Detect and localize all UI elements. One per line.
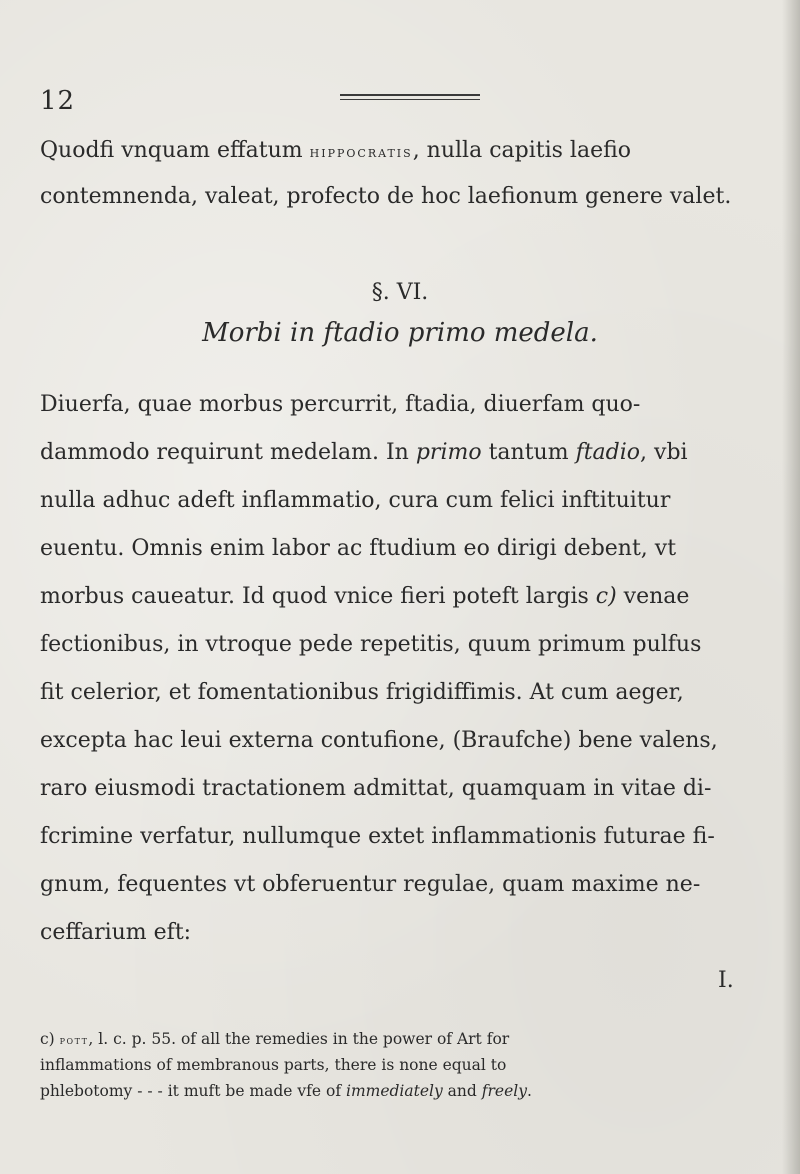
page-number: 12 [40, 86, 76, 116]
text-line: euentu. Omnis enim labor ac ftudium eo dirigi debent, vt [40, 536, 677, 561]
text-line: fectionibus, in vtroque pede repetitis, quum primum pulfus [40, 632, 702, 657]
text-line: morbus caueatur. Id quod vnice fieri poteft largis c) venae [40, 584, 690, 609]
footnote-line: inflammations of membranous parts, there is none equal to [40, 1056, 507, 1074]
section-title: Morbi in ftadio primo medela. [202, 318, 598, 348]
text-line: Diuerfa, quae morbus percurrit, ftadia, diuerfam quo- [40, 392, 641, 417]
footnote-author: pott [59, 1033, 89, 1047]
text-line: dammodo requirunt medelam. In primo tantum ftadio, vbi [40, 440, 688, 465]
author-name: hippocratis [309, 143, 413, 161]
text-line: Quodfi vnquam effatum hippocratis, nulla capitis laefio [40, 138, 632, 163]
text-line: ceffarium eft: [40, 920, 192, 945]
text-line: contemnenda, valeat, profecto de hoc laefionum genere valet. [40, 184, 732, 209]
footnote-line: c) pott, l. c. p. 55. of all the remedies in the power of Art for [40, 1030, 510, 1048]
text-line: raro eiusmodi tractationem admittat, quamquam in vitae di- [40, 776, 712, 801]
text-line: gnum, fequentes vt obferuentur regulae, quam maxime ne- [40, 872, 701, 897]
footnote-line: phlebotomy - - - it muft be made vfe of immediately and freely. [40, 1082, 532, 1100]
catchword: I. [718, 968, 734, 993]
page-edge-shadow [782, 0, 800, 1174]
text-line: excepta hac leui externa contufione, (Braufche) bene valens, [40, 728, 718, 753]
section-number: §. VI. [371, 280, 429, 305]
header-rule [340, 94, 480, 104]
text-line: fcrimine verfatur, nullumque extet inflammationis futurae fi- [40, 824, 715, 849]
text-line: nulla adhuc adeft inflammatio, cura cum felici inftituitur [40, 488, 671, 513]
text-line: fit celerior, et fomentationibus frigidiffimis. At cum aeger, [40, 680, 684, 705]
